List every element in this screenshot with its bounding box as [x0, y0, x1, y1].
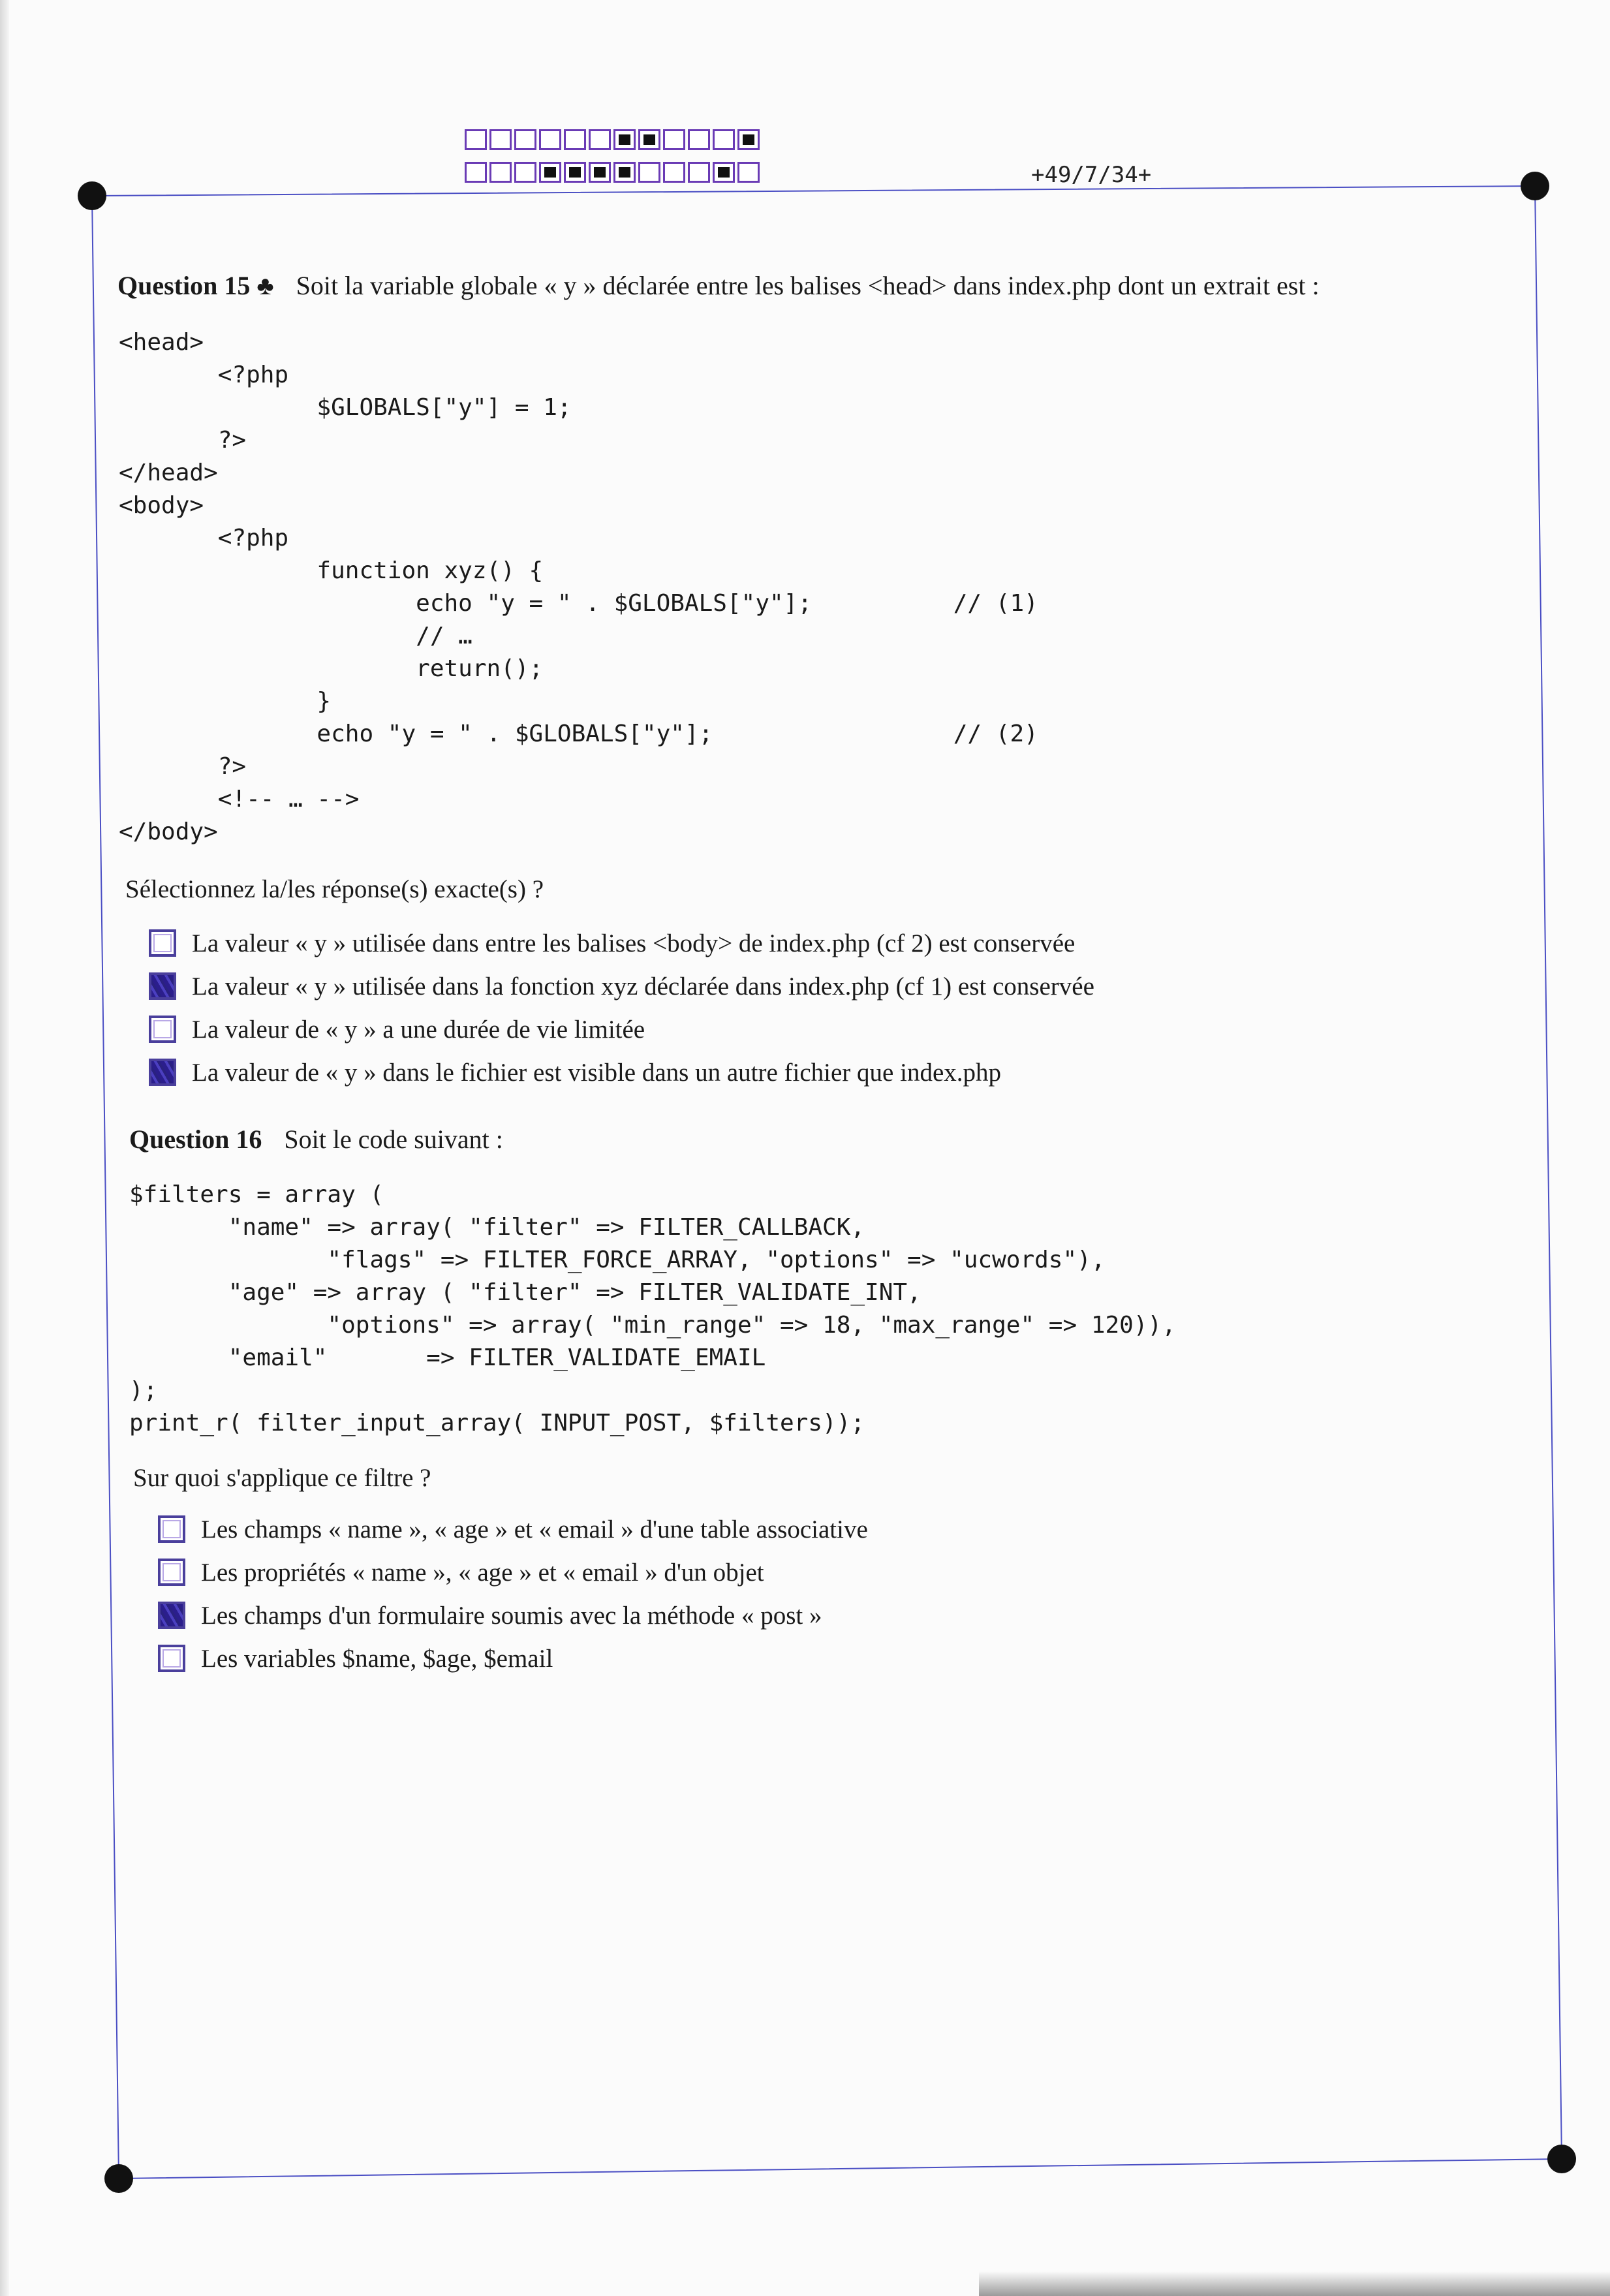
answer-text: La valeur « y » utilisée dans entre les balises <body> de index.php (cf 2) est conservée [192, 929, 1076, 957]
checkbox[interactable] [149, 1016, 176, 1043]
answer-text: La valeur « y » utilisée dans la fonction xyz déclarée dans index.php (cf 1) est conservée [192, 972, 1094, 1001]
barcode-cell [663, 129, 685, 150]
checkbox[interactable] [158, 1559, 185, 1586]
answer-text: La valeur de « y » dans le fichier est visible dans un autre fichier que index.php [192, 1058, 1002, 1087]
question-text: Soit la variable globale « y » déclarée entre les balises <head> dans index.php dont un extrait est : [296, 271, 1320, 300]
answer-option[interactable] [158, 1594, 868, 1637]
corner-marker-bottom-left [104, 2164, 133, 2193]
question-text: Soit le code suivant : [284, 1125, 503, 1154]
barcode-cell [465, 129, 487, 150]
barcode-row-2 [465, 162, 762, 183]
barcode-cell [539, 129, 561, 150]
barcode-cell [713, 129, 735, 150]
answer-option[interactable] [149, 922, 1094, 965]
page-id: +49/7/34+ [1031, 162, 1152, 188]
answer-text: Les variables $name, $age, $email [201, 1644, 553, 1673]
barcode-cell [613, 162, 636, 183]
checkbox[interactable] [158, 1515, 185, 1543]
answer-text: Les propriétés « name », « age » et « email » d'un objet [201, 1558, 764, 1587]
checkbox[interactable] [158, 1645, 185, 1672]
question-15-prompt: Sélectionnez la/les réponse(s) exacte(s) ? [125, 875, 544, 903]
answer-text: Les champs d'un formulaire soumis avec la méthode « post » [201, 1601, 822, 1630]
question-label: Question 16 [129, 1125, 262, 1154]
answer-option[interactable] [158, 1551, 868, 1594]
checkbox[interactable] [149, 972, 176, 1000]
answer-text: Les champs « name », « age » et « email » d'une table associative [201, 1515, 868, 1544]
question-16-header [129, 1124, 503, 1155]
barcode-cell [638, 129, 660, 150]
question-15-answers [149, 922, 1094, 1094]
checkbox[interactable] [158, 1602, 185, 1629]
corner-marker-top-left [78, 181, 106, 210]
answer-option[interactable] [158, 1637, 868, 1680]
barcode-cell [489, 129, 512, 150]
barcode-cell [564, 129, 586, 150]
answer-text: La valeur de « y » a une durée de vie limitée [192, 1015, 645, 1044]
corner-marker-bottom-right [1547, 2145, 1576, 2173]
barcode-cell [539, 162, 561, 183]
barcode-cell [613, 129, 636, 150]
corner-marker-top-right [1521, 172, 1549, 200]
barcode-cell [737, 162, 760, 183]
barcode-cell [688, 129, 710, 150]
barcode-cell [688, 162, 710, 183]
answer-option[interactable] [149, 965, 1094, 1008]
barcode-cell [638, 162, 660, 183]
barcode-cell [663, 162, 685, 183]
answer-option[interactable] [158, 1508, 868, 1551]
question-label: Question 15 ♣ [117, 271, 274, 300]
barcode-cell [514, 129, 536, 150]
club-symbol: ♣ [256, 271, 274, 300]
barcode-row-1 [465, 129, 762, 150]
checkbox[interactable] [149, 929, 176, 957]
barcode-cell [713, 162, 735, 183]
checkbox[interactable] [149, 1059, 176, 1086]
barcode-cell [514, 162, 536, 183]
question-16-prompt: Sur quoi s'applique ce filtre ? [133, 1464, 431, 1492]
barcode-cell [465, 162, 487, 183]
answer-option[interactable] [149, 1051, 1094, 1094]
barcode-cell [737, 129, 760, 150]
barcode-cell [564, 162, 586, 183]
barcode-cell [589, 129, 611, 150]
answer-option[interactable] [149, 1008, 1094, 1051]
barcode-cell [489, 162, 512, 183]
barcode-cell [589, 162, 611, 183]
question-15-header [117, 270, 1320, 301]
code-block-15: <head> <?php $GLOBALS["y"] = 1; ?> </head> <body> <?php function xyz() { echo "y = " . $GLOBALS["y"]; // (1) // … return(); } echo "y = " . $GLOBALS["y"]; // (2) ?> <!-- … --> </body> [119, 329, 1038, 845]
question-16-answers [158, 1508, 868, 1680]
code-block-16: $filters = array ( "name" => array( "filter" => FILTER_CALLBACK, "flags" => FILTER_FORCE_ARRAY, "options" => "ucwords"), "age" => array ( "filter" => FILTER_VALIDATE_INT, "options" => array( "min_range" => 18, "max_range" => 120)), "email" => FILTER_VALIDATE_EMAIL ); print_r( filter_input_array( INPUT_POST, $filters)); [129, 1181, 1176, 1436]
